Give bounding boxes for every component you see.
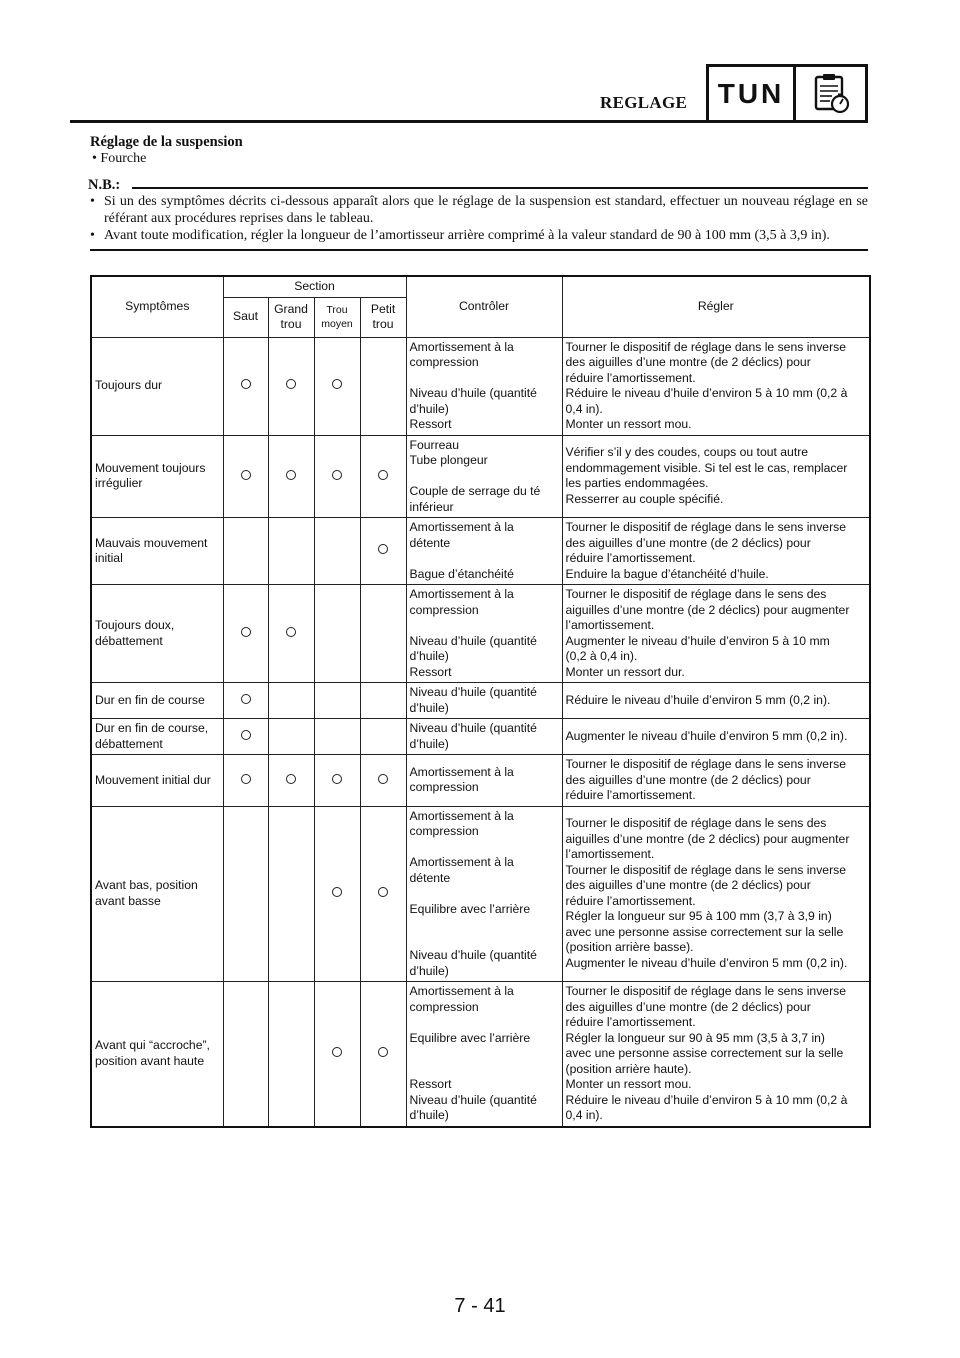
section-mark-cell <box>314 806 360 982</box>
symptom-cell: Mouvement toujours irrégulier <box>91 435 223 518</box>
symptom-cell: Dur en fin de course <box>91 683 223 719</box>
section-mark-cell <box>314 982 360 1127</box>
section-mark-cell <box>223 755 268 807</box>
regler-cell: Tourner le dispositif de réglage dans le sens des aiguilles d’une montre (de 2 déclics) pour augmenter l’amortissement. Augmenter le niveau d’huile d’environ 5 à 10 mm (0,2 à 0,4 in). Monter un ressort dur. <box>562 585 870 683</box>
controler-cell: Amortissement à la compression <box>406 755 562 807</box>
section-mark-cell <box>360 518 406 585</box>
section-mark-cell <box>223 982 268 1127</box>
circle-mark-icon <box>241 627 251 637</box>
section-mark-cell <box>360 585 406 683</box>
circle-mark-icon <box>332 774 342 784</box>
table-row <box>91 435 870 518</box>
header-grand-trou: Grand trou <box>268 297 314 337</box>
controler-cell: Niveau d’huile (quantité d’huile) <box>406 683 562 719</box>
section-mark-cell <box>268 585 314 683</box>
suspension-table-wrap <box>90 275 869 1128</box>
section-mark-cell <box>360 337 406 435</box>
section-mark-cell <box>360 435 406 518</box>
section-mark-cell <box>314 719 360 755</box>
table-row <box>91 585 870 683</box>
chapter-code: TUN <box>709 67 796 120</box>
header-section: Section <box>223 276 406 297</box>
circle-mark-icon <box>332 379 342 389</box>
symptom-cell: Dur en fin de course, débattement <box>91 719 223 755</box>
circle-mark-icon <box>241 379 251 389</box>
table-row <box>91 719 870 755</box>
controler-cell: Niveau d’huile (quantité d’huile) <box>406 719 562 755</box>
section-mark-cell <box>223 435 268 518</box>
regler-cell: Augmenter le niveau d’huile d’environ 5 mm (0,2 in). <box>562 719 870 755</box>
table-row <box>91 982 870 1127</box>
circle-mark-icon <box>241 730 251 740</box>
clipboard-stopwatch-icon <box>796 67 865 120</box>
circle-mark-icon <box>241 694 251 704</box>
circle-mark-icon <box>332 1047 342 1057</box>
table-row <box>91 337 870 435</box>
regler-cell: Tourner le dispositif de réglage dans le sens des aiguilles d’une montre (de 2 déclics) pour augmenter l’amortissement. Tourner le dispositif de réglage dans le sens inverse des aiguilles d’une montre (de 2 déclics) pour réduire l’amortissement. Régler la longueur sur 95 à 100 mm (3,7 à 3,9 in) avec une personne assise correctement sur la selle (position arrière basse). Augmenter le niveau d’huile d’environ 5 mm (0,2 in). <box>562 806 870 982</box>
section-mark-cell <box>314 683 360 719</box>
table-body <box>91 337 870 1127</box>
circle-mark-icon <box>286 774 296 784</box>
regler-cell: Tourner le dispositif de réglage dans le sens inverse des aiguilles d’une montre (de 2 déclics) pour réduire l’amortissement. Enduire la bague d’étanchéité d’huile. <box>562 518 870 585</box>
section-mark-cell <box>268 518 314 585</box>
controler-cell: Amortissement à la compression Amortissement à la détente Equilibre avec l’arrière Niveau d’huile (quantité d’huile) <box>406 806 562 982</box>
section-mark-cell <box>314 585 360 683</box>
section-header: REGLAGE <box>600 93 688 112</box>
symptom-cell: Mouvement initial dur <box>91 755 223 807</box>
controler-cell: Amortissement à la compression Niveau d’huile (quantité d’huile) Ressort <box>406 585 562 683</box>
page-number: 7 - 41 <box>454 1295 506 1317</box>
section-mark-cell <box>360 683 406 719</box>
circle-mark-icon <box>286 379 296 389</box>
controler-cell: Amortissement à la compression Equilibre avec l’arrière Ressort Niveau d’huile (quantité d’huile) <box>406 982 562 1127</box>
regler-cell: Tourner le dispositif de réglage dans le sens inverse des aiguilles d’une montre (de 2 déclics) pour réduire l’amortissement. <box>562 755 870 807</box>
section-mark-cell <box>314 755 360 807</box>
symptom-cell: Avant qui “accroche”, position avant haute <box>91 982 223 1127</box>
table-row <box>91 683 870 719</box>
section-mark-cell <box>314 518 360 585</box>
section-mark-cell <box>268 806 314 982</box>
note-item: • Avant toute modification, régler la longueur de l’amortisseur arrière comprimé à la valeur standard de 90 à 100 mm (3,5 à 3,9 in). <box>90 227 868 244</box>
table-row <box>91 806 870 982</box>
regler-cell: Vérifier s’il y des coudes, coups ou tout autre endommagement visible. Si tel est le cas, remplacer les parties endommagées. Resserrer au couple spécifié. <box>562 435 870 518</box>
section-mark-cell <box>223 719 268 755</box>
circle-mark-icon <box>378 544 388 554</box>
controler-cell: Amortissement à la détente Bague d’étanchéité <box>406 518 562 585</box>
controler-cell: Fourreau Tube plongeur Couple de serrage du té inférieur <box>406 435 562 518</box>
controler-cell: Amortissement à la compression Niveau d’huile (quantité d’huile) Ressort <box>406 337 562 435</box>
section-title: Réglage de la suspension <box>90 134 243 150</box>
regler-cell: Tourner le dispositif de réglage dans le sens inverse des aiguilles d’une montre (de 2 déclics) pour réduire l’amortissement. Régler la longueur sur 90 à 95 mm (3,5 à 3,7 in) avec une personne assise correctement sur la selle (position arrière haute). Monter un ressort mou. Réduire le niveau d’huile d’environ 5 à 10 mm (0,2 à 0,4 in). <box>562 982 870 1127</box>
note-rule <box>132 187 868 189</box>
section-mark-cell <box>268 719 314 755</box>
section-mark-cell <box>268 683 314 719</box>
section-mark-cell <box>268 982 314 1127</box>
section-mark-cell <box>268 435 314 518</box>
suspension-table <box>90 275 871 1128</box>
circle-mark-icon <box>332 887 342 897</box>
symptom-cell: Mauvais mouvement initial <box>91 518 223 585</box>
note-label: N.B.: <box>88 177 121 193</box>
circle-mark-icon <box>378 887 388 897</box>
circle-mark-icon <box>286 627 296 637</box>
circle-mark-icon <box>241 470 251 480</box>
table-row <box>91 755 870 807</box>
section-mark-cell <box>360 755 406 807</box>
section-mark-cell <box>268 755 314 807</box>
circle-mark-icon <box>378 1047 388 1057</box>
section-mark-cell <box>223 806 268 982</box>
header-regler: Régler <box>562 276 870 337</box>
header-controler: Contrôler <box>406 276 562 337</box>
regler-cell: Réduire le niveau d’huile d’environ 5 mm (0,2 in). <box>562 683 870 719</box>
circle-mark-icon <box>378 470 388 480</box>
section-mark-cell <box>223 683 268 719</box>
section-mark-cell <box>223 337 268 435</box>
section-mark-cell <box>360 806 406 982</box>
header-saut: Saut <box>223 297 268 337</box>
symptom-cell: Toujours doux, débattement <box>91 585 223 683</box>
sub-item: • Fourche <box>92 151 147 166</box>
section-mark-cell <box>223 585 268 683</box>
header-petit-trou: Petit trou <box>360 297 406 337</box>
note-item: • Si un des symptômes décrits ci-dessous apparaît alors que le réglage de la suspension est standard, effectuer un nouveau réglage en se référant aux procédures reprises dans le tableau. <box>90 193 868 227</box>
symptom-cell: Avant bas, position avant basse <box>91 806 223 982</box>
section-mark-cell <box>360 719 406 755</box>
note-list <box>90 193 868 244</box>
header-trou-moyen: Trou moyen <box>314 297 360 337</box>
chapter-badge <box>706 64 868 123</box>
section-mark-cell <box>360 982 406 1127</box>
circle-mark-icon <box>378 774 388 784</box>
section-mark-cell <box>314 337 360 435</box>
section-mark-cell <box>223 518 268 585</box>
table-row <box>91 518 870 585</box>
circle-mark-icon <box>332 470 342 480</box>
note-end-rule <box>90 249 868 251</box>
section-mark-cell <box>314 435 360 518</box>
symptom-cell: Toujours dur <box>91 337 223 435</box>
circle-mark-icon <box>286 470 296 480</box>
header-symptomes: Symptômes <box>91 276 223 337</box>
circle-mark-icon <box>241 774 251 784</box>
section-mark-cell <box>268 337 314 435</box>
regler-cell: Tourner le dispositif de réglage dans le sens inverse des aiguilles d’une montre (de 2 déclics) pour réduire l’amortissement. Réduire le niveau d’huile d’environ 5 à 10 mm (0,2 à 0,4 in). Monter un ressort mou. <box>562 337 870 435</box>
